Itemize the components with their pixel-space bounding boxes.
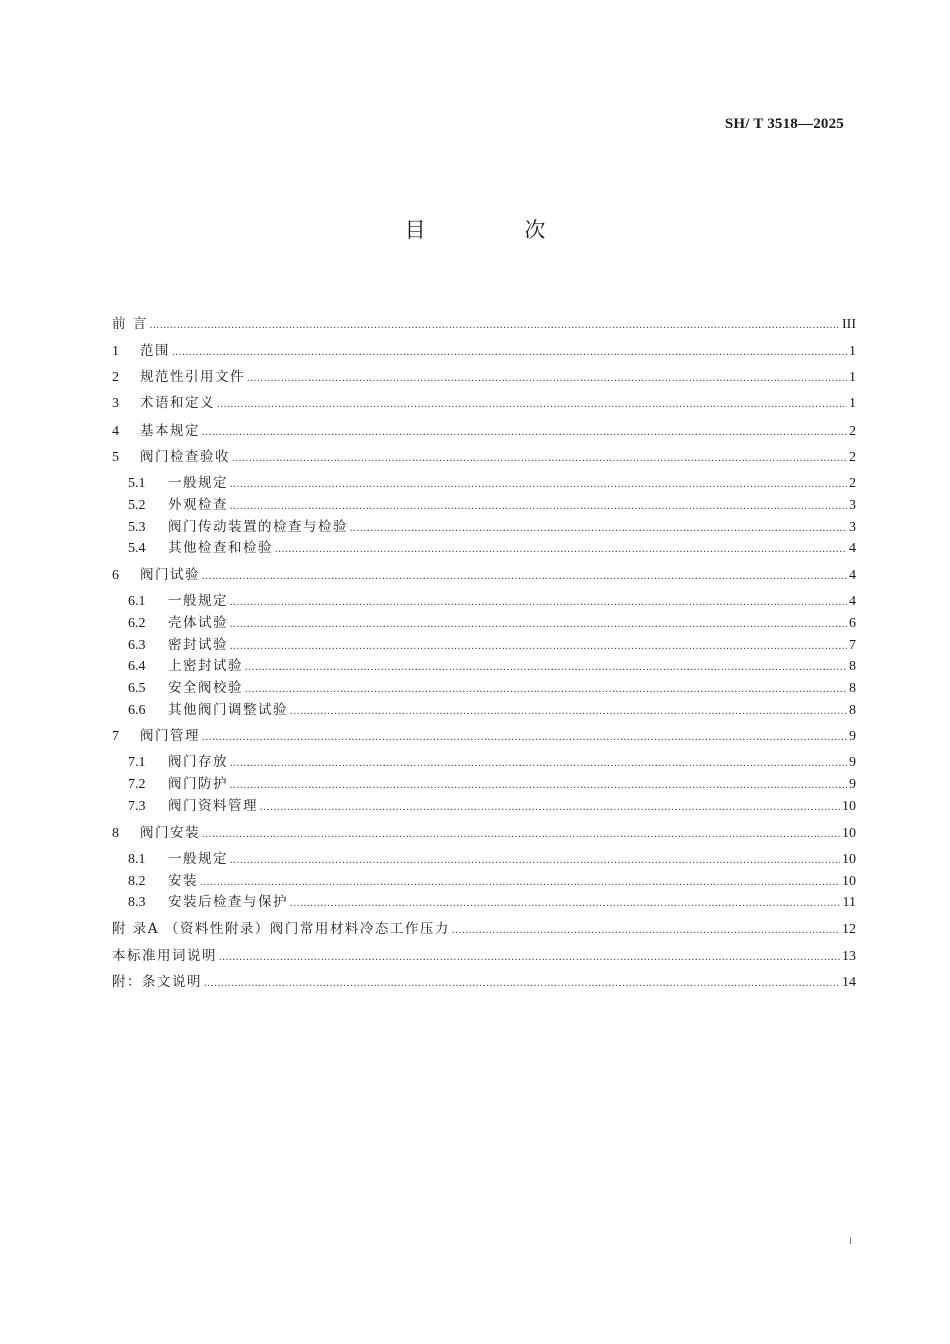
toc-entry-title: 其他检查和检验: [168, 540, 273, 556]
toc-entry-number: 7.2: [128, 777, 146, 792]
toc-entry-number: 5.2: [128, 498, 146, 513]
toc-leader-dots: [452, 921, 840, 941]
toc-entry-title: 阀门试验: [140, 567, 200, 583]
toc-entry-page: 8: [849, 681, 856, 696]
toc-entry-page: 4: [849, 594, 856, 609]
toc-entry-title: 阀门防护: [168, 776, 228, 792]
toc-entry-number: 8.1: [128, 852, 146, 867]
toc-entry-number: 1: [112, 344, 119, 359]
toc-entry-page: 2: [849, 450, 856, 465]
toc-entry[interactable]: [112, 421, 856, 441]
toc-entry[interactable]: [112, 823, 856, 843]
toc-entry-page: 1: [849, 370, 856, 385]
toc-entry[interactable]: [128, 752, 856, 772]
toc-entry-number: 7.1: [128, 755, 146, 770]
toc-leader-dots: [290, 702, 847, 722]
toc-entry-title: 前 言: [112, 316, 148, 332]
toc-entry-title: 范围: [140, 343, 170, 359]
toc-entry-page: 3: [849, 520, 856, 535]
toc-entry-page: 12: [842, 922, 856, 937]
toc-entry-title: 上密封试验: [168, 658, 243, 674]
toc-entry-page: 4: [849, 568, 856, 583]
toc-leader-dots: [202, 567, 847, 587]
toc-entry-page: 10: [842, 799, 856, 814]
toc-leader-dots: [247, 369, 847, 389]
toc-entry-title: 一般规定: [168, 851, 228, 867]
toc-entry[interactable]: [128, 517, 856, 537]
toc-entry[interactable]: [128, 613, 856, 633]
toc-entry-page: 13: [842, 949, 856, 964]
toc-entry-number: 8: [112, 826, 119, 841]
toc-leader-dots: [204, 974, 840, 994]
toc-leader-dots: [232, 449, 847, 469]
toc-leader-dots: [217, 395, 847, 415]
toc-leader-dots: [230, 475, 847, 495]
toc-entry[interactable]: [112, 393, 856, 413]
toc-entry[interactable]: [128, 538, 856, 558]
toc-entry-page: 1: [849, 396, 856, 411]
toc-entry-page: 9: [849, 755, 856, 770]
toc-entry[interactable]: [112, 341, 856, 361]
toc-entry-title: 阀门传动装置的检查与检验: [168, 519, 348, 535]
toc-leader-dots: [245, 658, 847, 678]
toc-entry[interactable]: [128, 656, 856, 676]
document-code: SH/ T 3518—2025: [724, 116, 844, 132]
toc-entry[interactable]: [112, 946, 856, 966]
toc-entry-page: 10: [842, 874, 856, 889]
toc-entry-number: 6.3: [128, 638, 146, 653]
toc-leader-dots: [260, 798, 840, 818]
toc-entry-title: 安全阀校验: [168, 680, 243, 696]
toc-entry[interactable]: [112, 367, 856, 387]
toc-entry-title: 安装: [168, 873, 198, 889]
toc-entry-page: 10: [842, 852, 856, 867]
toc-entry[interactable]: [128, 774, 856, 794]
toc-entry-page: 9: [849, 729, 856, 744]
toc-leader-dots: [245, 680, 847, 700]
toc-entry-page: 8: [849, 703, 856, 718]
toc-entry-number: 2: [112, 370, 119, 385]
toc-entry[interactable]: [128, 495, 856, 515]
toc-entry-title: 安装后检查与保护: [168, 894, 288, 910]
toc-entry[interactable]: [112, 919, 856, 939]
toc-entry-title: 规范性引用文件: [140, 369, 245, 385]
toc-entry-title: 一般规定: [168, 593, 228, 609]
page-number: I: [849, 1236, 852, 1246]
toc-entry-title: 密封试验: [168, 637, 228, 653]
toc-entry-title: 基本规定: [140, 423, 200, 439]
toc-entry-page: III: [842, 317, 856, 332]
toc-entry-number: 5.4: [128, 541, 146, 556]
toc-entry-title: 术语和定义: [140, 395, 215, 411]
toc-leader-dots: [230, 593, 847, 613]
toc-entry-title: 阀门检查验收: [140, 449, 230, 465]
toc-entry[interactable]: [128, 700, 856, 720]
toc-entry-title: 一般规定: [168, 475, 228, 491]
toc-entry-title: 壳体试验: [168, 615, 228, 631]
toc-entry-title: 阀门管理: [140, 728, 200, 744]
toc-entry-title: 其他阀门调整试验: [168, 702, 288, 718]
toc-entry-number: 4: [112, 424, 119, 439]
toc-leader-dots: [230, 776, 847, 796]
toc-entry[interactable]: [112, 314, 856, 334]
toc-entry[interactable]: [128, 678, 856, 698]
toc-leader-dots: [230, 851, 840, 871]
toc-entry-number: 3: [112, 396, 119, 411]
toc-leader-dots: [230, 615, 847, 635]
toc-entry-page: 10: [842, 826, 856, 841]
toc-title: 目 次: [404, 218, 592, 242]
toc-leader-dots: [150, 316, 840, 336]
toc-entry-title: 本标准用词说明: [112, 948, 217, 964]
toc-leader-dots: [275, 540, 847, 560]
toc-entry-title: 外观检查: [168, 497, 228, 513]
toc-entry[interactable]: [112, 447, 856, 467]
toc-entry-page: 3: [849, 498, 856, 513]
toc-leader-dots: [202, 728, 847, 748]
toc-entry-number: 6.1: [128, 594, 146, 609]
toc-leader-dots: [219, 948, 840, 968]
toc-entry-page: 7: [849, 638, 856, 653]
toc-entry-page: 8: [849, 659, 856, 674]
toc-entry[interactable]: [128, 591, 856, 611]
toc-entry-number: 6.4: [128, 659, 146, 674]
toc-entry-page: 9: [849, 777, 856, 792]
toc-entry-number: 6.5: [128, 681, 146, 696]
toc-leader-dots: [200, 873, 840, 893]
toc-entry-page: 1: [849, 344, 856, 359]
toc-entry-number: 7: [112, 729, 119, 744]
toc-entry-title: 阀门安装: [140, 825, 200, 841]
toc-entry-title: 阀门资料管理: [168, 798, 258, 814]
toc-leader-dots: [172, 343, 847, 363]
toc-entry-title: 附：条文说明: [112, 974, 202, 990]
toc-entry-page: 4: [849, 541, 856, 556]
toc-leader-dots: [290, 894, 841, 914]
toc-leader-dots: [230, 497, 847, 517]
toc-entry-page: 6: [849, 616, 856, 631]
toc-entry-title: 阀门存放: [168, 754, 228, 770]
toc-entry-number: 6: [112, 568, 119, 583]
toc-entry[interactable]: [128, 892, 856, 912]
toc-entry-number: 5.1: [128, 476, 146, 491]
toc-entry[interactable]: [128, 473, 856, 493]
toc-entry[interactable]: [128, 849, 856, 869]
toc-leader-dots: [230, 637, 847, 657]
toc-leader-dots: [350, 519, 847, 539]
toc-entry[interactable]: [112, 726, 856, 746]
toc-leader-dots: [202, 825, 840, 845]
toc-entry[interactable]: [112, 565, 856, 585]
toc-entry-number: 5.3: [128, 520, 146, 535]
toc-leader-dots: [230, 754, 847, 774]
toc-entry-title: 附 录A （资料性附录）阀门常用材料冷态工作压力: [112, 921, 450, 937]
toc-entry[interactable]: [128, 871, 856, 891]
toc-entry-page: 2: [849, 424, 856, 439]
toc-entry-page: 2: [849, 476, 856, 491]
toc-leader-dots: [202, 423, 847, 443]
toc-entry-number: 6.2: [128, 616, 146, 631]
toc-entry[interactable]: [112, 972, 856, 992]
toc-entry-number: 6.6: [128, 703, 146, 718]
toc-entry-page: 14: [842, 975, 856, 990]
toc-entry[interactable]: [128, 635, 856, 655]
toc-entry[interactable]: [128, 796, 856, 816]
toc-entry-page: 11: [842, 895, 856, 910]
toc-entry-number: 7.3: [128, 799, 146, 814]
toc-entry-number: 8.3: [128, 895, 146, 910]
toc-entry-number: 5: [112, 450, 119, 465]
toc-entry-number: 8.2: [128, 874, 146, 889]
